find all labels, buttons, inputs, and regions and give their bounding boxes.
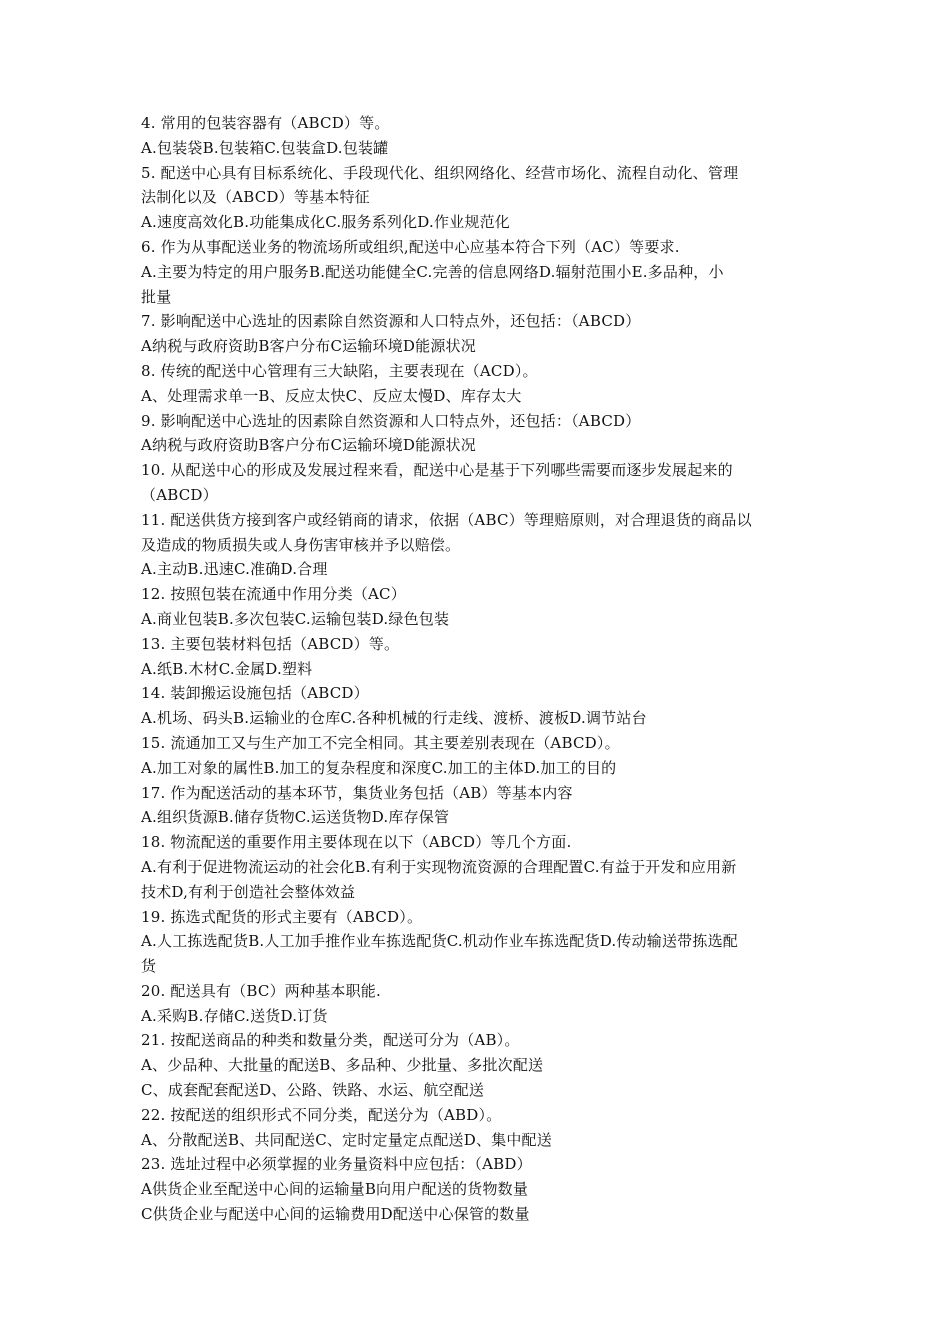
text-line: 法制化以及（ABCD）等基本特征 <box>141 188 370 207</box>
text-line: 23. 选址过程中必须掌握的业务量资料中应包括：（ABD） <box>141 1155 532 1174</box>
text-line: A、少品种、大批量的配送B、多品种、少批量、多批次配送 <box>141 1056 544 1075</box>
text-line: A、分散配送B、共同配送C、定时定量定点配送D、集中配送 <box>141 1130 552 1149</box>
text-line: 5. 配送中心具有目标系统化、手段现代化、组织网络化、经营市场化、流程自动化、管理 <box>141 163 739 182</box>
text-line: 7. 影响配送中心选址的因素除自然资源和人口特点外，还包括：（ABCD） <box>141 312 641 331</box>
text-line: A.组织货源B.储存货物C.运送货物D.库存保管 <box>141 808 450 827</box>
text-line: A.主动B.迅速C.准确D.合理 <box>141 560 328 579</box>
text-line: A.机场、码头B.运输业的仓库C.各种机械的行走线、渡桥、渡板D.调节站台 <box>141 709 647 728</box>
text-line: 18. 物流配送的重要作用主要体现在以下（ABCD）等几个方面. <box>141 833 572 852</box>
text-line: A.采购B.存储C.送货D.订货 <box>141 1006 328 1025</box>
text-line: 10. 从配送中心的形成及发展过程来看，配送中心是基于下列哪些需要而逐步发展起来的 <box>141 461 733 480</box>
text-line: 4. 常用的包装容器有（ABCD）等。 <box>141 114 390 132</box>
text-line: 6. 作为从事配送业务的物流场所或组织,配送中心应基本符合下列（AC）等要求. <box>141 237 680 256</box>
text-line: A.人工拣选配货B.人工加手推作业车拣选配货C.机动作业车拣选配货D.传动输送带拣选配 <box>141 932 738 951</box>
text-line: A、处理需求单一B、反应太快C、反应太慢D、库存太大 <box>141 386 522 405</box>
text-line: 17. 作为配送活动的基本环节，集货业务包括（AB）等基本内容 <box>141 783 573 802</box>
text-line: 20. 配送具有（BC）两种基本职能. <box>141 981 381 1000</box>
text-line: 8. 传统的配送中心管理有三大缺陷，主要表现在（ACD）。 <box>141 361 538 380</box>
text-line: 11. 配送供货方接到客户或经销商的请求，依据（ABC）等理赔原则，对合理退货的商品以 <box>141 510 752 529</box>
text-line: 19. 拣选式配货的形式主要有（ABCD）。 <box>141 907 423 926</box>
text-line: 13. 主要包装材料包括（ABCD）等。 <box>141 634 400 653</box>
text-line: 技术D,有利于创造社会整体效益 <box>141 882 356 901</box>
text-line: 14. 装卸搬运设施包括（ABCD） <box>141 684 369 703</box>
text-line: A.商业包装B.多次包装C.运输包装D.绿色包装 <box>141 609 450 628</box>
text-line: 货 <box>141 957 157 976</box>
text-line: A.速度高效化B.功能集成化C.服务系列化D.作业规范化 <box>141 213 510 232</box>
text-line: C供货企业与配送中心间的运输费用D配送中心保管的数量 <box>141 1205 530 1224</box>
text-line: A纳税与政府资助B客户分布C运输环境D能源状况 <box>141 436 476 455</box>
text-line: A纳税与政府资助B客户分布C运输环境D能源状况 <box>141 337 476 356</box>
document-page <box>141 111 821 1227</box>
text-line: 15. 流通加工又与生产加工不完全相同。其主要差别表现在（ABCD）。 <box>141 733 620 752</box>
text-line: A供货企业至配送中心间的运输量B向用户配送的货物数量 <box>141 1180 529 1199</box>
text-line: A.纸B.木材C.金属D.塑料 <box>141 659 313 678</box>
text-line: A.加工对象的属性B.加工的复杂程度和深度C.加工的主体D.加工的目的 <box>141 758 617 777</box>
text-line: （ABCD） <box>141 485 218 504</box>
text-line: C、成套配套配送D、公路、铁路、水运、航空配送 <box>141 1081 485 1100</box>
text-line: A.包装袋B.包装箱C.包装盒D.包装罐 <box>141 138 389 157</box>
text-line: A.有利于促进物流运动的社会化B.有利于实现物流资源的合理配置C.有益于开发和应用新 <box>141 857 737 876</box>
text-line: 9. 影响配送中心选址的因素除自然资源和人口特点外，还包括：（ABCD） <box>141 411 641 430</box>
text-line: 批量 <box>141 287 172 306</box>
text-line: 22. 按配送的组织形式不同分类，配送分为（ABD）。 <box>141 1105 502 1124</box>
text-line: 及造成的物质损失或人身伤害审核并予以赔偿。 <box>141 535 461 554</box>
text-line: 12. 按照包装在流通中作用分类（AC） <box>141 585 406 604</box>
text-line: 21. 按配送商品的种类和数量分类，配送可分为（AB）。 <box>141 1031 520 1050</box>
text-line: A.主要为特定的用户服务B.配送功能健全C.完善的信息网络D.辐射范围小E.多品种，小 <box>141 262 724 281</box>
